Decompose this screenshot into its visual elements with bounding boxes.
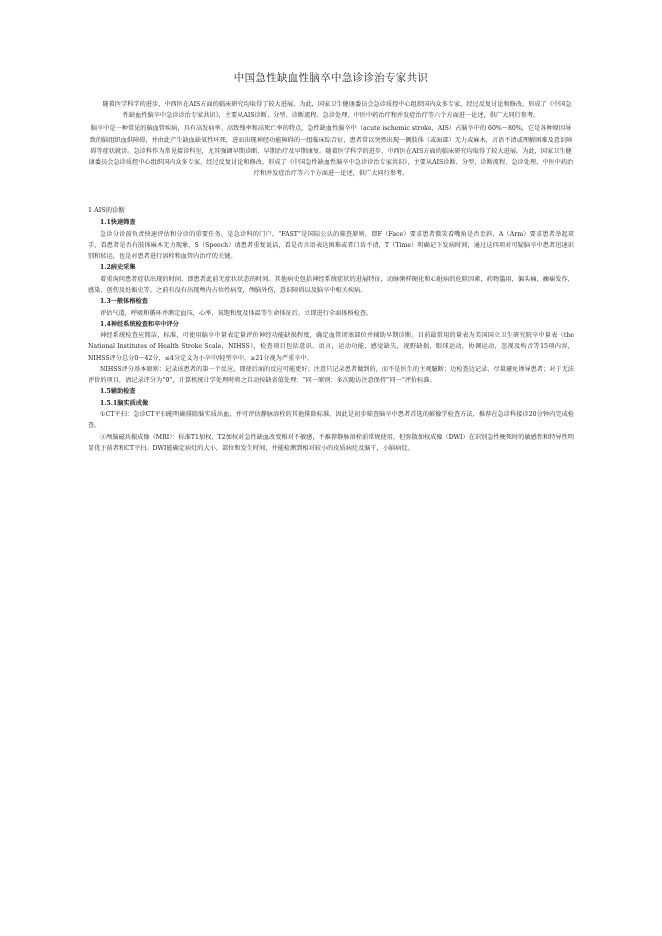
subsection-heading-1-3: 1.3一般体格检查 bbox=[100, 298, 148, 306]
document-title: 中国急性缺血性脑卒中急诊诊治专家共识 bbox=[233, 72, 429, 84]
subsection-body-1-1: 急诊分诊前负责快速评估和分诊的重要任务，是急诊科的门户。“FAST”是国际公认的筛查原则，即F（Face）要求患者微笑看嘴角是否歪斜，A（Arm）要求患者举起双手，看患者是否有肢体麻木无力现象，S（Speech）请患者重复说话，看是否言语表达困难或者口齿不清，T（Time）明确记下发病时间，通过这四项对可疑脑卒中患者迅速识别和转运，也是对患者进行溶栓和血管内治疗的关键。 bbox=[88, 230, 574, 261]
subsection-body-1-4-a: 神经系统检查应简洁，标准，可使用脑卒中量表定量评价神经功能缺损程度，确定血管闭塞部位并辅助早期诊断。目前最常用的量表为美国国立卫生研究院卒中量表（the National Institutes of Health Stroke Scale，NIHSS），检查项目包括意识，语言，运动功能，感觉缺失，视野缺损，眼球运动，协调运动，忽视及构音等15项内容，NIHSS评分总分0～42分，≤4分定义为小卒中/轻型卒中，≥21分视为严重卒中。 bbox=[88, 332, 574, 362]
subsection-heading-1-5: 1.5辅助检查 bbox=[100, 388, 136, 396]
subsection-body-1-4-b: NIHSS评分基本原则：记录该患者的第一个反应，即使后面的反应可能更好；注意只记录患者做到的，而不是医生的主观臆断；边检查边记录，尽量避免诱导患者；对于无法评价的项目，请记录评分为“9”，计算机统计学处理时将之自动按缺省值处理：“同一原则：多次随访注意保持”同一“评价标准。 bbox=[88, 365, 574, 385]
subsection-heading-1-1: 1.1快速筛查 bbox=[100, 219, 136, 227]
section-heading-1: 1 AIS的诊断 bbox=[88, 206, 125, 215]
subsection-heading-1-5-1: 1.5.1脑实质成像 bbox=[100, 399, 149, 407]
subsection-body-1-3: 评估气道，呼吸和循环并测定血压，心率，氧饱和度及体温等生命体征后，立即进行全面体格检查。 bbox=[100, 309, 373, 317]
subsection-body-1-2: 着重询问患者症状出现的时间，即患者此前无症状状态的时间。其他病史包括神经系统症状的进展特征，动脉粥样硬化和心脏病的危险因素，药物滥用，偏头痛，癫痫发作，感染，创伤及妊娠史等。之前有没有出现颅内占位性病变，颅脑外伤，意识障碍以及脑卒中相关疾病。 bbox=[88, 275, 574, 295]
abstract-paragraph: 随着医学科学的进步，中西医在AIS方面的临床研究均取得了较大进展。为此，国家卫生健康委员会急诊质控中心组织国内众多专家，经过反复讨论和修改，形成了《中国急性缺血性脑卒中急诊诊治专家共识》，主要从AIS诊断、分型、诊断流程、急诊处理、中医中药治疗和并发症治疗等六个方面进一论述，供广大同行参考。 bbox=[102, 101, 572, 120]
intro-paragraph: 脑卒中是一种常见的脑血管疾病，具有高发病率、高致残率和高死亡率的特点，急性缺血性脑卒中（acute ischemic stroke，AIS）占脑卒中的 60%～80%，它是各种原因导致的脑组织血供障碍，并由此产生缺血缺氧性坏死，进而出现神经功能障碍的一组临床综合征，患者常以突然出现一侧肢体（或面部）无力或麻木，言语不清或理解困难及意识障碍等症状就诊。急诊科作为常见接诊科室，尤其强调早期诊断、早期治疗及早期康复。随着医学科学的进步，中西医在AIS方面的临床研究均取得了较大进展。为此，国家卫生健康委员会急诊质控中心组织国内众多专家，经过反复讨论和修改，形成了《中国急性缺血性脑卒中急诊诊治专家共识》，主要从AIS诊断、分型、诊断流程、急诊处理、中医中药治疗和并发症治疗等六个方面进一论述，供广大同行参考。 bbox=[88, 125, 574, 178]
subsection-body-1-5-1-a: ①CT平扫：急诊CT平扫能明确排除脑实质出血，并可评估静脉溶栓的其他排除标准，因此是初步筛查脑卒中患者首选的影像学检查方法，推荐在急诊科接诊20分钟内完成检查。 bbox=[88, 411, 574, 430]
subsection-body-1-5-1-b: ②颅脑磁共振成像（MRI）：标准T1加权、T2加权对急性缺血改变相对不敏感，不推荐静脉溶栓前常规使用，但弥散加权成像（DWI）在识别急性梗死时的敏感性和特异性明显优于前者和CT平扫。DWI能确定病灶的大小，部位和发生时间，并能检测到相对较小的皮质病灶及脑干，小脑病灶。 bbox=[88, 433, 574, 452]
subsection-heading-1-4: 1.4神经系统检查和卒中评分 bbox=[100, 320, 179, 328]
subsection-heading-1-2: 1.2病史采集 bbox=[100, 264, 136, 272]
